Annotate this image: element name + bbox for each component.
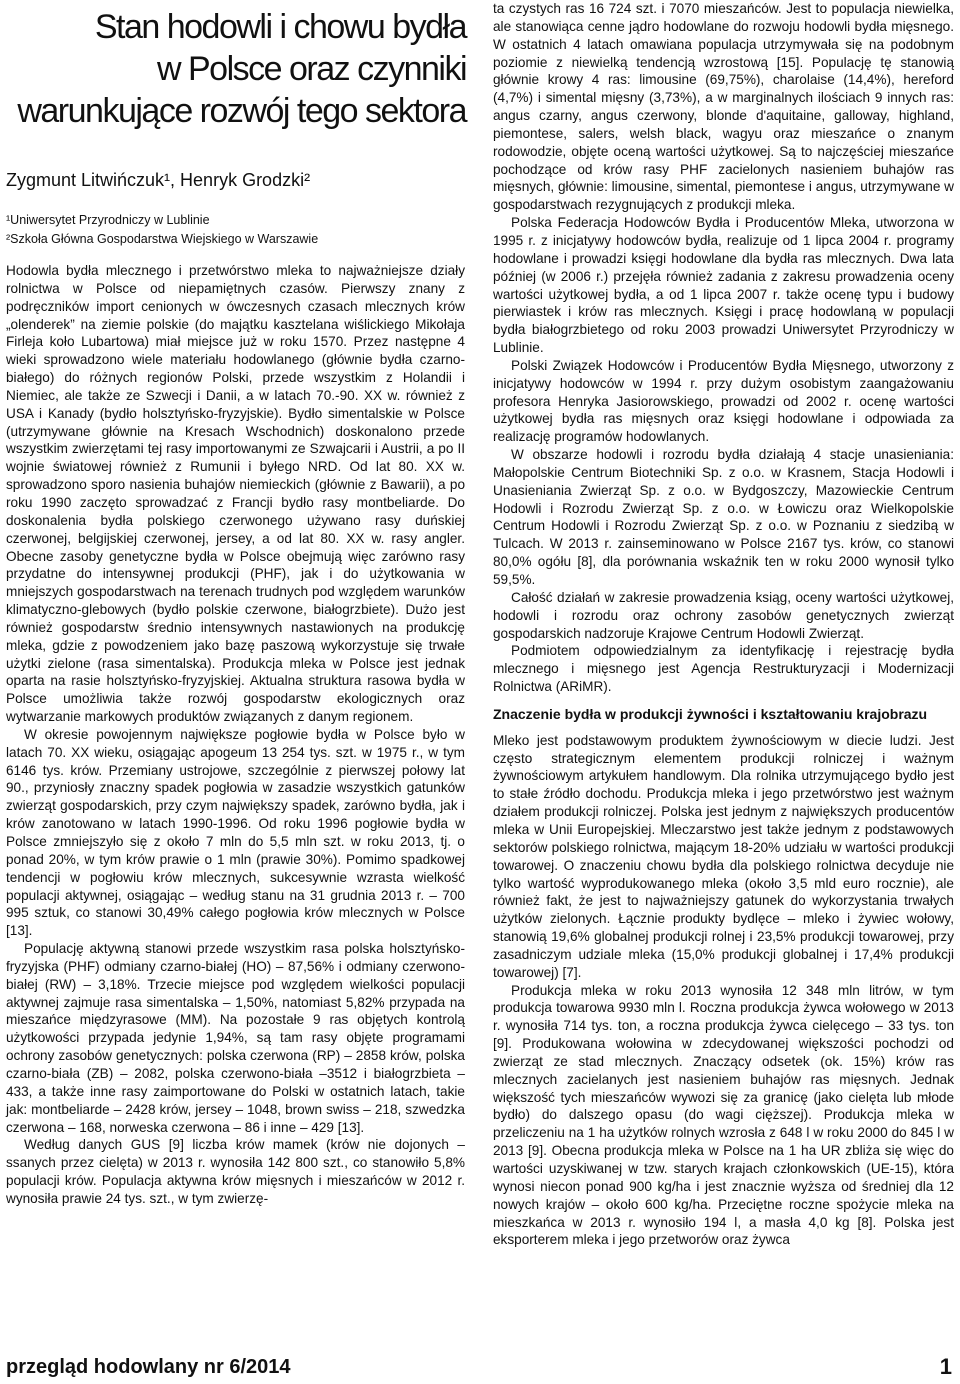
paragraph: Hodowla bydła mlecznego i przetwórstwo mleka to najważniejsze działy rolnictwa w Polsce od niepamiętnych czasów. Pierwszy znany z podręczników import cenionych w ówczesnych czasach mlecznych krów „olenderek” na ziemie polskie (do majątku kasztelana wiślickiego Mikołaja Firleja koło Lubartowa) miał miejsce już w roku 1570. Przez następne 4 wieki sprowadzono wiele materiału hodowlanego (głównie bydła czarno-białego) do różnych regionów Polski, przede wszystkim z Holandii i Niemiec, ale także ze Szwecji i Danii, a w latach 70.-90. XX w. również z USA i Kanady (bydło holsztyńsko-fryzyjskie). Bydło simentalskie w Polsce (utrzymywane głównie na Kresach Wschodnich) doskonalono przede wszystkim zwierzętami tej rasy importowanymi ze Szwajcarii i Austrii, a po II wojnie światowej również z Rumunii i byłego NRD. Od lat 80. XX w. sprowadzono sporo nasienia buhajów niemieckich (głównie z Bawarii), a po roku 1990 zaczęto sprowadzać z Francji bydło rasy montbeliarde. Do doskonalenia bydła polskiego czerwonego używano rasy duńskiej czerwonej, belgijskiej czerwonej, jersey, a od lat 80. XX w. rasy angler. Obecne zasoby genetyczne bydła w Polsce obejmują więc zarówno rasy przydatne do intensywnej produkcji (PHF), jak i do użytkowania w mniejszych gospodarstwach na terenach trudnych pod względem warunków klimatyczno-glebowych (bydło polskie czerwone, białogrzbiete). Dużo jest również gospodarstw średnio intensywnych nastawionych na produkcję mleka, gdzie z powodzeniem jako bazę paszową wykorzystuje się trwałe użytki zielone (rasa simentalska). Produkcja mleka w Polsce jest jednak oparta na rasie holsztyńsko-fryzyjskiej. Aktualna struktura rasowa bydła w Polsce umożliwia także rozwój gospodarstw ekologicznych oraz wytwarzanie markowych produktów związanych z danym regionem.: [6, 263, 465, 725]
paragraph: Polski Związek Hodowców i Producentów Bydła Mięsnego, utworzony z inicjatywy hodowców w 1994 r. przy dużym osobistym zaangażowaniu profesora Henryka Jasiorowskiego, prowadzi od 2002 r. ocenę wartości użytkowej bydła ras mięsnych oraz księgi hodowlane i odpowiada za realizację programów hodowlanych.: [493, 357, 954, 445]
title-line: Stan hodowli i chowu bydła: [94, 8, 466, 46]
paragraph: Polska Federacja Hodowców Bydła i Producentów Mleka, utworzona w 1995 r. z inicjatywy hodowców bydła, realizuje od 1 lipca 2004 r. programy hodowlane i prowadzi księgi hodowlane dla bydła ras mlecznych. Dwa lata później (w 2006 r.) przejęła również zadania z zakresu prowadzenia oceny wartości użytkowej bydła, a od 1 lipca 2007 r. także ocenę typu i budowy pierwiastek i krów ras mlecznych. Księgi i pracę hodowlaną w populacji bydła białogrzbietego od roku 2003 prowadzi Uniwersytet Przyrodniczy w Lublinie.: [493, 215, 954, 356]
paragraph: W okresie powojennym największe pogłowie bydła w Polsce było w latach 70. XX wieku, osiągając apogeum 13 254 tys. szt. w 1975 r., w tym 6146 tys. krów. Przemiany ustrojowe, szczególnie z pierwszej połowy lat 90., przyniosły znaczny spadek pogłowia w zasadzie wszystkich gatunków zwierząt gospodarskich, przy czym największy spadek, zarówno bydła, jak i krów zanotowano w latach 1990-1996. Od roku 1996 pogłowie bydła w Polsce zmniejszyło się z około 7 mln do 5,5 mln szt. w roku 2013, tj. o ponad 20%, w tym krów prawie o 1 mln (prawie 30%). Pomimo spadkowej tendencji w pogłowiu krów mlecznych, sukcesywnie wzrasta wielkość populacji aktywnej, osiągając – według stanu na 31 grudnia 2013 r. – 700 995 sztuk, co stanowi 30,49% całego pogłowia krów mlecznych w Polsce [13].: [6, 726, 465, 939]
right-column: [493, 0, 954, 1249]
affiliations: [6, 211, 318, 249]
section-heading: Znaczenie bydła w produkcji żywności i kształtowaniu krajobrazu: [493, 705, 928, 722]
paragraph: Produkcja mleka w roku 2013 wynosiła 12 348 mln litrów, w tym produkcja towarowa 9930 mln l. Roczna produkcja żywca wołowego w 2013 r. wynosiła 714 tys. ton, a roczna produkcja żywca cielęcego – 33 tys. ton [9]. Produkowana wołowina w zdecydowanej większości pochodzi od zwierząt ze stad mlecznych. Znaczący odsetek (ok. 15%) krów ras mlecznych zacielanych jest nasieniem buhajów ras mięsnych. Jednak większość tych mieszańców wywozi się za granicę (jako cielęta lub młode bydło) do dalszego opasu (do wagi cięższej). Produkcja mleka w przeliczeniu na 1 ha użytków rolnych wzrosła z 648 l w roku 2000 do 845 l w 2013 [9]. Obecna produkcja mleka w Polsce na 1 ha UR zbliża się więc do wartości uzyskiwanej w tzw. starych krajach członkowskich (UE-15), która wynosi niecon ponad 900 kg/ha i jest znacznie wyższa od średniej dla 12 nowych krajów – około 600 kg/ha. Przeciętne roczne spożycie mleka na mieszkańca w 2013 r. wynosiło 194 l, a masła 4,0 kg [8]. Polska jest eksporterem mleka i jego przetworów oraz żywca: [493, 982, 954, 1248]
affiliation: ¹Uniwersytet Przyrodniczy w Lublinie: [6, 213, 210, 227]
left-column: [6, 262, 465, 1208]
paragraph: Mleko jest podstawowym produktem żywnościowym w diecie ludzi. Jest często strategicznym elementem produkcji rolniczej i ważnym żywnościowym artykułem handlowym. Dla rolnika utrzymującego bydło jest to stałe źródło dochodu. Produkcja mleka i jego przetwórstwo jest ważnym działem produkcji rolniczej. Polska jest jednym z największych producentów mleka w Unii Europejskiej. Mleczarstwo jest także jednym z podstawowych sektorów polskiego rolnictwa, mającym 18-20% udziału w wartości produkcji towarowej. O znaczeniu chowu bydła dla polskiego rolnictwa decyduje nie tylko wartość wyprodukowanego mleka (około 3,5 mld euro rocznie), ale również fakt, że jest to najważniejszy gatunek do wykorzystania trwałych użytków zielonych. Łącznie produkty bydlęce – mleko i żywiec wołowy, stanowią 19,6% globalnej produkcji rolnej i 23,5% produkcji towarowej, przy zasadniczym udziale mleka (15,0% produkcji globalnej i 17,4% produkcji towarowej) [7].: [493, 732, 954, 980]
page-number: 1: [939, 1354, 952, 1379]
paragraph: Podmiotem odpowiedzialnym za identyfikację i rejestrację bydła mlecznego i mięsnego jest Agencja Restrukturyzacji i Modernizacji Rolnictwa (ARiMR).: [493, 643, 954, 695]
journal-footer: przegląd hodowlany nr 6/2014: [6, 1356, 291, 1378]
paragraph: Według danych GUS [9] liczba krów mamek (krów nie dojonych – ssanych przez cielęta) w 2013 r. wynosiła 142 800 szt., co stanowiło 5,8% populacji krów. Populacja aktywna krów mięsnych i mieszańców w 2012 r. wynosiła prawie 24 tys. szt., w tym zwierzę-: [6, 1137, 465, 1206]
title-line: warunkujące rozwój tego sektora: [17, 92, 466, 130]
paragraph: Populację aktywną stanowi przede wszystkim rasa polska holsztyńsko-fryzyjska (PHF) odmiany czarno-białej (HO) – 87,56% i odmiany czerwono-białej (RW) – 3,18%. Trzecie miejsce pod względem wielkości populacji aktywnej zajmuje rasa simentalska – 1,50%, natomiast 5,82% przypada na mieszańce międzyrasowe (MM). Na pozostałe 9 ras objętych kontrolą użytkowości przypada jedynie 1,94%, są tam rasy objęte programami ochrony zasobów genetycznych: polska czerwona (RP) – 2858 krów, polska czarno-biała (ZB) – 2082, polska czerwono-biała –3512 i białogrzbieta – 433, a także inne rasy zaimportowane do Polski w ostatnich latach, takie jak: montbeliarde – 2428 krów, jersey – 1048, brown swiss – 218, szwedzka czerwona – 168, norweska czerwona – 86 i inne – 429 [13].: [6, 941, 465, 1135]
affiliation: ²Szkoła Główna Gospodarstwa Wiejskiego w Warszawie: [6, 232, 319, 246]
paragraph: Całość działań w zakresie prowadzenia ksiąg, oceny wartości użytkowej, hodowli i rozrodu oraz ochrony zasobów genetycznych zwierząt gospodarskich nadzoruje Krajowe Centrum Hodowli Zwierząt.: [493, 589, 954, 641]
title-line: w Polsce oraz czynniki: [156, 50, 466, 88]
paragraph: W obszarze hodowli i rozrodu bydła działają 4 stacje unasieniania: Małopolskie Centrum Biotechniki Sp. z o.o. w Krasnem, Stacja Hodowli i Unasieniania Zwierząt Sp. z o.o. w Bydgoszczy, Mazowieckie Centrum Hodowli i Rozrodu Zwierząt Sp. z o.o. w Łowiczu oraz Wielkopolskie Centrum Hodowli i Rozrodu Zwierząt Sp. z o.o. w Poznaniu z siedzibą w Tulcach. W 2013 r. zainseminowano w Polsce 2167 tys. krów, co stanowi 80,0% ogółu [8], dla porównania wskaźnik ten w roku 2000 wynosił tylko 59,5%.: [493, 447, 954, 587]
paragraph: ta czystych ras 16 724 szt. i 7070 mieszańców. Jest to populacja niewielka, ale stanowiąca cenne jądro hodowlane do rozwoju hodowli bydła mięsnego. W ostatnich 4 latach omawiana populacja utrzymywała się na podobnym poziomie z niewielką tendencją wzrostową [15]. Populację tę stanowią głównie krowy 4 ras: limousine (69,75%), charolaise (14,4%), hereford (4,7%) i simental mięsny (3,73%), a w marginalnych ilościach 9 innych ras: angus czarny, angus czerwony, blonde d'aquitaine, galloway, highland, piemontese, salers, welsh black, wagyu oraz mieszańce o znanym rodowodzie, objęte oceną wartości użytkowej. Są to najczęściej mieszańce pochodzące od krów rasy PHF zacielonych nasieniem buhajów ras mięsnych, głównie: limousine, simental, piemontese i angus, utrzymywane w gospodarstwach rezygnujących z produkcji mleka.: [493, 1, 954, 213]
article-title: [6, 6, 466, 132]
authors: Zygmunt Litwińczuk¹, Henryk Grodzki²: [6, 170, 311, 190]
